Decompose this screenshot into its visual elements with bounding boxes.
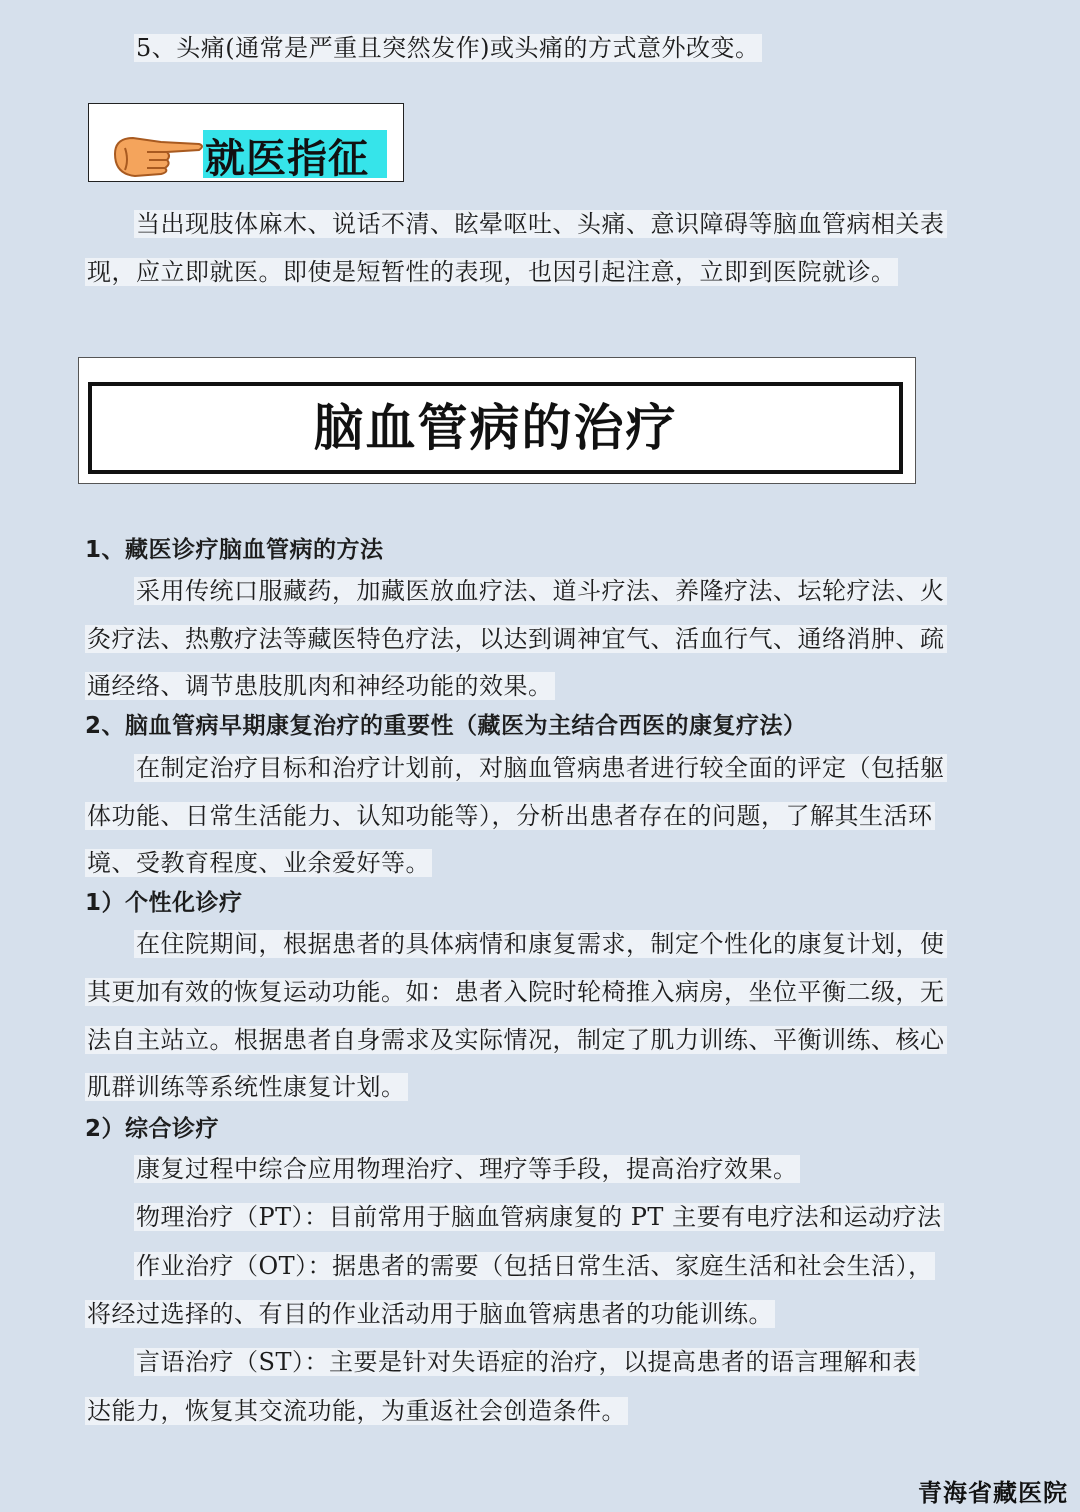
- section-2-line-3: 境、受教育程度、业余爱好等。: [87, 849, 430, 877]
- section-2-heading: 2、脑血管病早期康复治疗的重要性（藏医为主结合西医的康复疗法）: [85, 713, 807, 739]
- subsection-1-line-2: 其更加有效的恢复运动功能。如：患者入院时轮椅推入病房，坐位平衡二级，无: [87, 978, 945, 1006]
- symptom-5-text: 5、头痛(通常是严重且突然发作)或头痛的方式意外改变。: [136, 34, 760, 62]
- treatment-title-frame: [88, 382, 903, 474]
- medical-guidance-label: 就医指征: [203, 130, 387, 178]
- section-2-line-1: 在制定治疗目标和治疗计划前，对脑血管病患者进行较全面的评定（包括躯: [136, 754, 945, 782]
- subsection-2-line-5: 言语治疗（ST）：主要是针对失语症的治疗，以提高患者的语言理解和表: [136, 1348, 917, 1376]
- subsection-1-line-4: 肌群训练等系统性康复计划。: [87, 1073, 406, 1101]
- medical-guidance-box: [88, 103, 404, 182]
- page-title: 脑血管病的治疗: [313, 399, 678, 457]
- pointing-hand-icon: [111, 130, 206, 180]
- guidance-line-2: 现，应立即就医。即使是短暂性的表现，也因引起注意，立即到医院就诊。: [87, 258, 896, 286]
- subsection-2-line-6: 达能力，恢复其交流功能，为重返社会创造条件。: [87, 1397, 626, 1425]
- section-1-heading: 1、藏医诊疗脑血管病的方法: [85, 537, 384, 563]
- subsection-2-line-4: 将经过选择的、有目的作业活动用于脑血管病患者的功能训练。: [87, 1300, 773, 1328]
- subsection-1-line-1: 在住院期间，根据患者的具体病情和康复需求，制定个性化的康复计划，使: [136, 930, 945, 958]
- section-2-line-2: 体功能、日常生活能力、认知功能等），分析出患者存在的问题，了解其生活环: [87, 802, 933, 830]
- treatment-title-box: [78, 357, 916, 484]
- subsection-2-line-3: 作业治疗（OT）：据患者的需要（包括日常生活、家庭生活和社会生活），: [136, 1252, 933, 1280]
- subsection-2-line-2: 物理治疗（PT）：目前常用于脑血管病康复的 PT 主要有电疗法和运动疗法: [136, 1203, 942, 1231]
- section-1-line-3: 通经络、调节患肢肌肉和神经功能的效果。: [87, 672, 553, 700]
- section-1-line-1: 采用传统口服藏药，加藏医放血疗法、道斗疗法、养隆疗法、坛轮疗法、火: [136, 577, 945, 605]
- subsection-2-line-1: 康复过程中综合应用物理治疗、理疗等手段，提高治疗效果。: [136, 1155, 798, 1183]
- section-1-line-2: 灸疗法、热敷疗法等藏医特色疗法，以达到调神宜气、活血行气、通络消肿、疏: [87, 625, 945, 653]
- hospital-watermark: 青海省藏医院: [918, 1479, 1068, 1507]
- guidance-line-1: 当出现肢体麻木、说话不清、眩晕呕吐、头痛、意识障碍等脑血管病相关表: [136, 210, 945, 238]
- subsection-1-heading: 1）个性化诊疗: [85, 890, 243, 916]
- subsection-2-heading: 2）综合诊疗: [85, 1116, 220, 1142]
- subsection-1-line-3: 法自主站立。根据患者自身需求及实际情况，制定了肌力训练、平衡训练、核心: [87, 1026, 945, 1054]
